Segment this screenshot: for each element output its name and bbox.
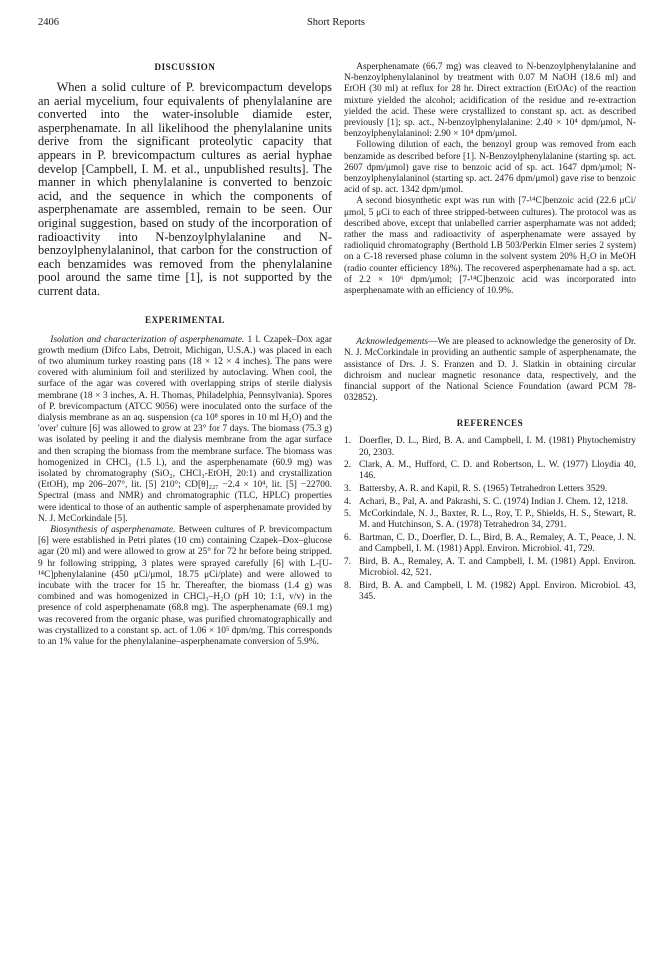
references-heading: REFERENCES bbox=[456, 418, 524, 429]
discussion-paragraph: When a solid culture of P. brevicompactum develops an aerial mycelium, four equivalents of phenylalanine are converted into the water-insoluble diamide ester, asperphenamate. In all likelihood the phenylalanine units derive from the significant proteolytic capacity that appears in P. brevicompactum cultures as aerial hyphae develop [Campbell, I. M. et al., unpublished results]. The manner in which phenylalanine is converted to benzoic acid, and the sequence in which the components of asperphenamate are assembled, remain to be seen. Our original suggestion, based on study of the incorporation of radioactivity into N-benzoylphylalanine and N-benzoylphenylalaninol, that carbon for the construction of each benzamides was removed from the phenylalanine pool around the same time [1], is not supported by the current data. bbox=[38, 80, 332, 298]
reference-list bbox=[344, 436, 636, 603]
right-column bbox=[344, 62, 636, 604]
reference-text: Doerfler, D. L., Bird, B. A. and Campbell, I. M. (1981) Phytochemistry 20, 2303. bbox=[359, 436, 636, 458]
reference-number: 4. bbox=[344, 496, 352, 507]
reference-number: 5. bbox=[344, 509, 352, 520]
acknowledgements-text: —We are pleased to acknowledge the generosity of Dr. N. J. McCorkindale in providing an authentic sample of asperphenamate, the assistance of Drs. J. S. Franzen and D. J. Slatkin in obtaining circular dichroism and nuclear magnetic resonance data, respectively, and the financial support of the National Science Foundation (award PCM 78-032852). bbox=[344, 337, 636, 404]
left-column bbox=[38, 62, 332, 648]
isolation-label: Isolation and characterization of asperphenamate. bbox=[50, 334, 245, 345]
reference-item bbox=[344, 484, 636, 495]
reference-number: 3. bbox=[344, 484, 352, 495]
cleavage-paragraph: Asperphenamate (66.7 mg) was cleaved to N-benzoylphenylalanine and N-benzoylphenylalaninol by treatment with 0.07 M NaOH (18.6 ml) and EtOH (30 ml) at reflux for 28 hr. Direct extraction (EtOAc) of the reaction mixture yielded the alcohol; acidification of the residue and re-extraction yielded the acid. These were crystallized to constant sp. act. as described previously [1]; sp. act., N-benzoylphenylalanine: 2.40 × 10⁴ dpm/μmol, N-benzoylphenylalaninol: 2.90 × 10⁴ dpm/μmol. bbox=[344, 62, 636, 140]
experimental-heading: EXPERIMENTAL bbox=[144, 314, 226, 325]
biosynthesis-paragraph bbox=[38, 525, 332, 648]
biosynthesis-text: Between cultures of P. brevicompactum [6] were established in Petri plates (10 cm) containing Czapek–Dox–glucose agar (20 ml) and were allowed to grow at 25° for 72 hr before being stripped. 9 hr following stripping, 3 plates were sprayed carefully [6] with L-[U-¹⁴C]phenylalanine (450 μCi/μmol, 18.75 μCi/plate) and were allowed to incubate with the tracer for 15 hr. Thereafter, the biomass (1.4 g) was combined and was homogenized in CHCl₃–H₂O (pH 10; 1:1, v/v) in the presence of cold asperphenamate (68.8 mg). The asperphenamate (69.1 mg) was recovered from the organic phase, was purified chromatographically and was crystallized to a constant sp. act. of 1.06 × 10⁵ dpm/mg. This corresponds to an 1% value for the phenylalanine–asperphenamate conversion of 5.9%. bbox=[38, 524, 332, 647]
reference-item bbox=[344, 436, 636, 458]
reference-text: Bartman, C. D., Doerfler, D. L., Bird, B. A., Remaley, A. T., Peace, J. N. and Campbell, I. M. (1981) Appl. Environ. Microbiol. 41, 729. bbox=[359, 533, 636, 555]
reference-number: 8. bbox=[344, 580, 352, 591]
discussion-heading: DISCUSSION bbox=[154, 62, 216, 72]
reference-text: McCorkindale, N. J., Baxter, R. L., Roy, T. P., Shields, H. S., Stewart, R. M. and Hutchinson, S. A. (1978) Tetrahedron 34, 2791. bbox=[359, 509, 636, 531]
reference-item bbox=[344, 533, 636, 555]
reference-text: Bird, B. A., Remaley, A. T. and Campbell, I. M. (1981) Appl. Environ. Microbiol. 42, 521. bbox=[359, 556, 636, 579]
page-number: 2406 bbox=[38, 17, 59, 28]
running-header: Short Reports bbox=[306, 17, 366, 28]
biosynthesis-label: Biosynthesis of asperphenamate. bbox=[50, 524, 176, 535]
reference-item bbox=[344, 460, 636, 482]
reference-item bbox=[344, 497, 636, 508]
reference-number: 7. bbox=[344, 556, 352, 567]
reference-text: Achari, B., Pal, A. and Pakrashi, S. C. (1974) Indian J. Chem. 12, 1218. bbox=[359, 496, 628, 507]
acknowledgements-paragraph bbox=[344, 337, 636, 404]
reference-item bbox=[344, 509, 636, 531]
reference-item bbox=[344, 581, 636, 603]
isolation-paragraph bbox=[38, 335, 332, 525]
isolation-text: 1 l. Czapek–Dox agar growth medium (Difco Labs, Detroit, Michigan, U.S.A.) was placed in each of two aluminum turkey roasting pans (18 × 12 × 4 inches). The pans were covered with aluminium foil and sterilized by autoclaving. When cool, the surface of the agar was covered with overlapping strips of sterile dialysis membrane (18 × 3 inches, A. H. Thomas, Philadelphia, Pennsylvania). Spores of P. brevicompactum (ATCC 9056) were inoculated onto the surface of the dialysis membrane as an aq. suspension (ca 10⁸ spores in 10 ml H₂O) and the 'over' culture [6] was allowed to grow at 23° for 7 days. The biomass (75.3 g) was isolated by peeling it and the dialysis membrane from the agar surface and then scraping the biomass from the membrane surface. The biomass was homogenized in CHCl₃ (1.5 l.), and the asperphenamate (60.9 mg) was isolated by chromatography (SiO₂, CHCl₃-EtOH, 20:1) and crystallization (EtOH), mp 206–207°, lit. [5] 210°; CD[θ]₂₂₇ −2.4 × 10⁴, lit. [5] −22700. Spectral (mass and NMR) and chromatographic (TLC, HPLC) properties were identical to those of an authentic sample of asperphenamate provided by N. J. McCorkindale [5]. bbox=[38, 334, 332, 524]
reference-text: Bird, B. A. and Campbell, I. M. (1982) Appl. Environ. Microbiol. 43, 345. bbox=[359, 580, 636, 602]
reference-number: 1. bbox=[344, 436, 352, 447]
second-experiment-paragraph: A second biosynthetic expt was run with [7-¹⁴C]benzoic acid (22.6 μCi/μmol, 5 μCi to each of three stripped-between cultures). The protocol was as described above, except that unlabelled carrier asperphamate was not added; rather the mass and radioactivity of asperphenamate were assayed by radioliquid chromatography (Berthold LB 503/Perkin Elmer series 2 system) on a C-18 reversed phase column in the solvent system 20% H₂O in MeOH (radio counter efficiency 18%). The recovered asperphenamate had a sp. act. of 2.2 × 10⁶ dpm/μmol; [7-¹⁴C]benzoic acid was incorporated into asperphenamate with an efficiency of 10.9%. bbox=[344, 196, 636, 297]
discussion-section bbox=[38, 81, 332, 299]
acknowledgements-label: Acknowledgements bbox=[356, 337, 429, 348]
reference-text: Clark, A. M., Hufford, C. D. and Robertson, L. W. (1977) Lloydia 40, 146. bbox=[359, 460, 636, 482]
reference-text: Battersby, A. R. and Kapil, R. S. (1965) Tetrahedron Letters 3529. bbox=[359, 484, 608, 495]
benzoyl-removal-paragraph: Following dilution of each, the benzoyl group was removed from each benzamide as described before [1]. N-Benzoylphenylalanine (starting sp. act. 2607 dpm/μmol) gave rise to benzoic acid of sp. act. 1647 dpm/μmol; N-benzoylphenylalaninol (starting sp. act. 2476 dpm/μmol) gave rise to benzoic acid of sp. act. 1342 dpm/μmol. bbox=[344, 140, 636, 196]
reference-number: 6. bbox=[344, 533, 352, 544]
reference-item bbox=[344, 557, 636, 579]
reference-number: 2. bbox=[344, 460, 352, 471]
